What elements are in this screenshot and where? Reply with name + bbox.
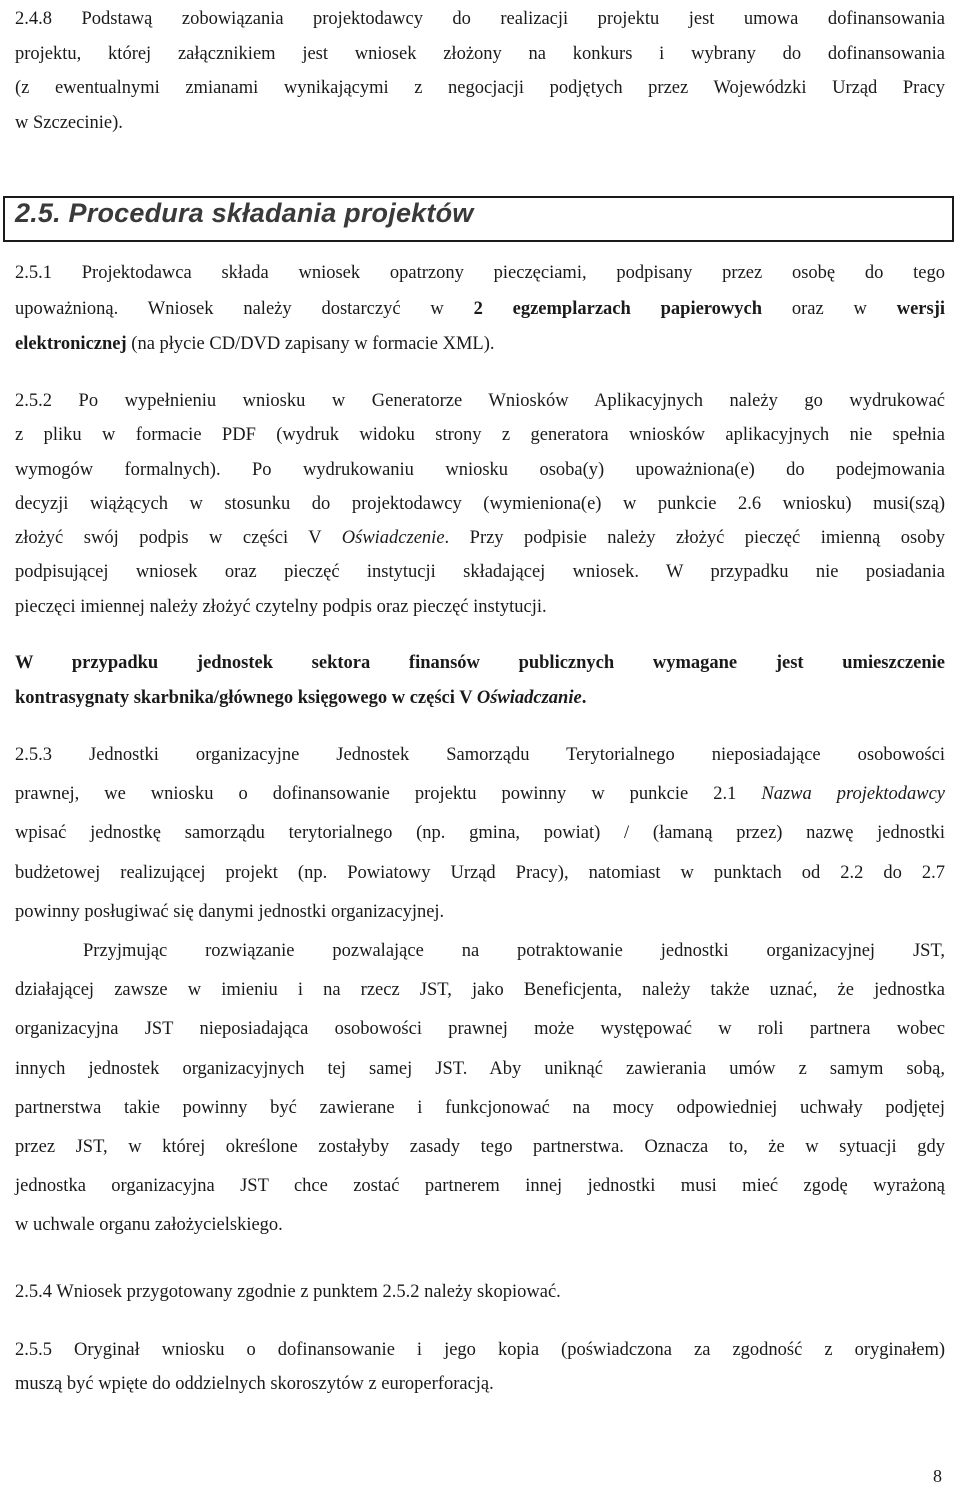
text-line: Przyjmując rozwiązanie pozwalające na potraktowanie jednostki organizacyjnej JST, xyxy=(83,941,945,961)
text-line: organizacyjna JST nieposiadająca osobowości prawnej może występować w roli partnera wobec xyxy=(15,1019,945,1040)
text-run: . Przy podpisie należy złożyć pieczęć imienną osoby xyxy=(444,528,945,549)
text-run: oraz w xyxy=(762,298,897,319)
text-line: powinny posługiwać się danymi jednostki organizacyjnej. xyxy=(15,901,445,922)
paragraph-2-5-4 xyxy=(15,1275,945,1309)
paragraph-2-4-8 xyxy=(15,2,945,140)
text-line: 2.4.8 Podstawą zobowiązania projektodawcy do realizacji projektu jest umowa dofinansowania xyxy=(15,9,945,29)
text-line: budżetowej realizującej projekt (np. Powiatowy Urząd Pracy), natomiast w punktach od 2.2 do 2.7 xyxy=(15,862,945,883)
bold-text: wersji xyxy=(896,298,946,319)
text-line: 2.5.4 Wniosek przygotowany zgodnie z punktem 2.5.2 należy skopiować. xyxy=(15,1282,561,1302)
italic-text: Nazwa projektodawcy xyxy=(761,784,946,805)
text-line: innych jednostek organizacyjnych tej samej JST. Aby uniknąć zawierania umów z samym sobą, xyxy=(15,1058,945,1079)
text-line: działającej zawsze w imieniu i na rzecz JST, jako Beneficjenta, należy także uznać, że jednostka xyxy=(15,980,945,1001)
text-line xyxy=(15,681,945,716)
text-line xyxy=(15,775,945,814)
paragraph-jst-partnership xyxy=(15,932,945,1246)
paragraph-2-5-5 xyxy=(15,1333,945,1401)
bold-text: elektronicznej xyxy=(15,334,127,354)
text-line xyxy=(15,327,945,363)
text-line: w uchwale organu założycielskiego. xyxy=(15,1215,283,1236)
text-line: muszą być wpięte do oddzielnych skoroszytów z europerforacją. xyxy=(15,1374,494,1394)
text-run: prawnej, we wniosku o dofinansowanie projektu powinny w punkcie 2.1 xyxy=(15,784,762,805)
section-heading: 2.5. Procedura składania projektów xyxy=(15,198,474,228)
text-line: 2.5.1 Projektodawca składa wniosek opatrzony pieczęciami, podpisany przez osobę do tego xyxy=(15,263,945,283)
italic-text: Oświadczanie xyxy=(476,687,582,708)
text-line: w Szczecinie). xyxy=(15,112,123,133)
text-line: 2.5.2 Po wypełnieniu wniosku w Generatorze Wniosków Aplikacyjnych należy go wydrukować xyxy=(15,391,945,411)
bold-note xyxy=(15,646,945,715)
text-line: z pliku w formacie PDF (wydruk widoku strony z generatora wniosków aplikacyjnych nie spełnia xyxy=(15,425,945,446)
text-run: (na płycie CD/DVD zapisany w formacie XML). xyxy=(126,334,495,354)
text-line: przez JST, w której określone zostałyby zasady tego partnerstwa. Oznacza to, że w sytuacji gdy xyxy=(15,1137,945,1158)
text-line: partnerstwa takie powinny być zawierane i funkcjonować na mocy odpowiedniej uchwały podjętej xyxy=(15,1097,945,1118)
italic-text: Oświadczenie xyxy=(341,528,445,549)
text-line: wymogów formalnych). Po wydrukowaniu wniosku osoba(y) upoważniona(e) do podejmowania xyxy=(15,459,945,480)
text-run: . xyxy=(581,687,587,708)
text-line: decyzji wiążących w stosunku do projektodawcy (wymieniona(e) w punkcie 2.6 wniosku) musi(szą) xyxy=(15,493,945,514)
text-line: projektu, której załącznikiem jest wniosek złożony na konkurs i wybrany do dofinansowania xyxy=(15,43,945,64)
paragraph-2-5-2 xyxy=(15,384,945,624)
text-line xyxy=(15,292,945,328)
text-run: kontrasygnaty skarbnika/głównego księgowego w części V xyxy=(15,687,477,708)
text-line: podpisującej wniosek oraz pieczęć instytucji składającej wniosek. W przypadku nie posiadania xyxy=(15,562,945,583)
text-line: 2.5.5 Oryginał wniosku o dofinansowanie i jego kopia (poświadczona za zgodność z oryginałem) xyxy=(15,1340,945,1360)
bold-text: 2 egzemplarzach papierowych xyxy=(473,298,763,319)
page-number: 8 xyxy=(933,1466,942,1486)
text-run: złożyć swój podpis w części V xyxy=(15,528,342,549)
text-line: 2.5.3 Jednostki organizacyjne Jednostek Samorządu Terytorialnego nieposiadające osobowości xyxy=(15,745,945,765)
text-line: wpisać jednostkę samorządu terytorialnego (np. gmina, powiat) / (łamaną przez) nazwę jednostki xyxy=(15,823,945,844)
text-line: W przypadku jednostek sektora finansów publicznych wymagane jest umieszczenie xyxy=(15,653,945,673)
text-line: pieczęci imiennej należy złożyć czytelny podpis oraz pieczęć instytucji. xyxy=(15,596,547,617)
text-line xyxy=(15,521,945,555)
paragraph-2-5-3 xyxy=(15,736,945,932)
paragraph-2-5-1 xyxy=(15,256,945,363)
text-line: (z ewentualnymi zmianami wynikającymi z negocjacji podjętych przez Wojewódzki Urząd Pracy xyxy=(15,78,945,98)
text-line: jednostka organizacyjna JST chce zostać partnerem innej jednostki musi mieć zgodę wyrażoną xyxy=(15,1176,945,1197)
text-run: upoważnioną. Wniosek należy dostarczyć w xyxy=(15,298,474,319)
